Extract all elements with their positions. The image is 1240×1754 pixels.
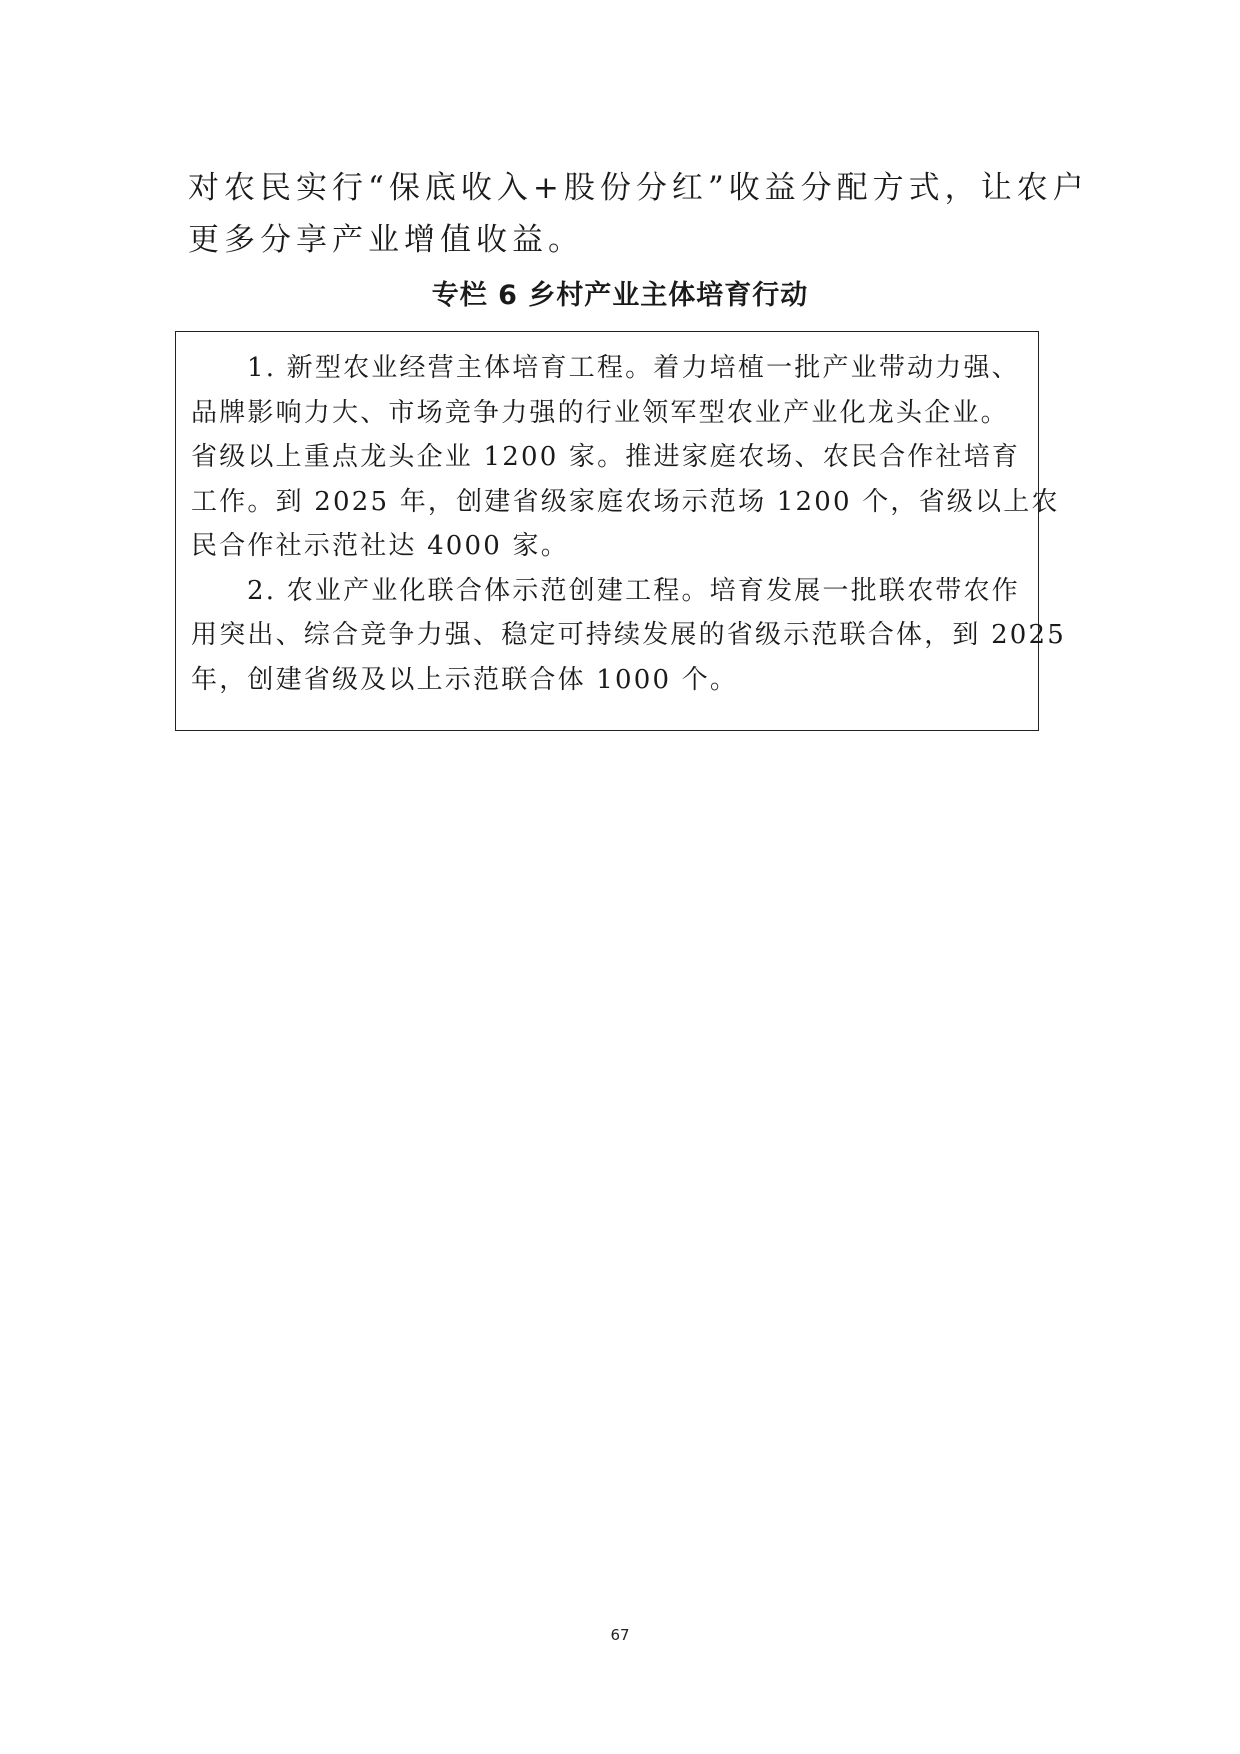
box-item-line: 工作。到 2025 年，创建省级家庭农场示范场 1200 个，省级以上农 (191, 486, 1060, 517)
feature-box (175, 331, 1067, 731)
intro-paragraph (188, 162, 1089, 266)
box-item-line: 民合作社示范社达 4000 家。 (191, 531, 569, 561)
box-item-line: 2. 农业产业化联合体示范创建工程。培育发展一批联农带农作 (247, 575, 1020, 606)
box-item-line: 省级以上重点龙头企业 1200 家。推进家庭农场、农民合作社培育 (191, 442, 1021, 472)
box-item-line: 品牌影响力大、市场竞争力强的行业领军型农业产业化龙头企业。 (191, 397, 1009, 428)
intro-line: 更多分享产业增值收益。 (188, 222, 584, 258)
box-item-line: 用突出、综合竞争力强、稳定可持续发展的省级示范联合体，到 2025 (191, 620, 1067, 650)
box-item-2 (191, 569, 1067, 703)
box-item-1 (191, 346, 1060, 569)
page-number: 67 (610, 1626, 630, 1644)
box-item-line: 1. 新型农业经营主体培育工程。着力培植一批产业带动力强、 (247, 353, 1020, 383)
intro-line: 对农民实行“保底收入+股份分红”收益分配方式，让农户 (188, 170, 1089, 206)
box-title: 专栏 6 乡村产业主体培育行动 (431, 280, 809, 311)
box-item-line: 年，创建省级及以上示范联合体 1000 个。 (191, 664, 739, 695)
